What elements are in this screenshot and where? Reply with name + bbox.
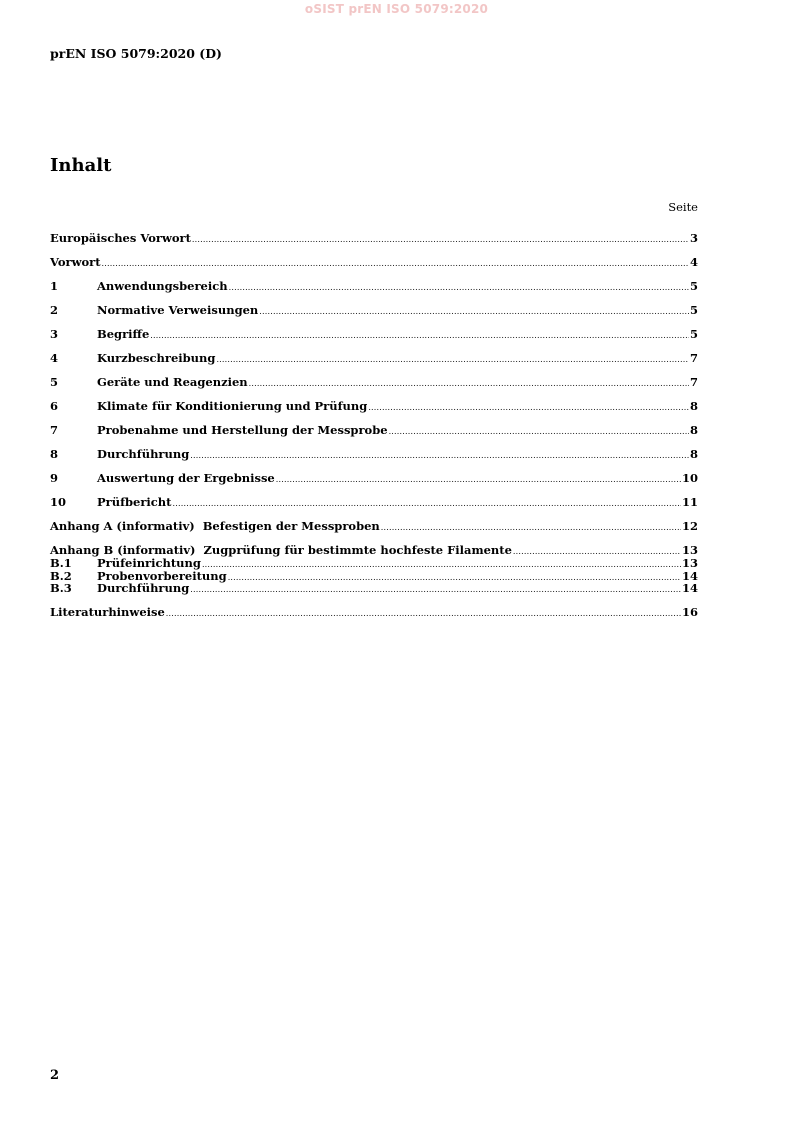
toc-entry-title: Prüfeinrichtung xyxy=(97,556,201,570)
toc-entry-page: 10 xyxy=(681,471,698,485)
toc-entry-title: Europäisches Vorwort xyxy=(50,231,191,245)
toc-entry-annex-b-3[interactable] xyxy=(50,582,698,595)
dot-leader xyxy=(202,559,681,572)
toc-entry-title: Vorwort xyxy=(50,255,101,269)
dot-leader xyxy=(381,521,681,535)
toc-entry-page: 3 xyxy=(689,231,698,245)
toc-entry-number: B.3 xyxy=(50,581,72,595)
toc-entry-section-9[interactable] xyxy=(50,471,698,485)
toc-entry-number: 8 xyxy=(50,447,59,461)
dot-leader xyxy=(368,401,689,415)
dot-leader xyxy=(166,607,681,621)
dot-leader xyxy=(172,497,681,511)
toc-entry-page: 12 xyxy=(681,519,698,533)
toc-entry-section-8[interactable] xyxy=(50,447,698,461)
toc-entry-european-foreword[interactable] xyxy=(50,231,698,245)
toc-entry-bibliography[interactable] xyxy=(50,605,698,619)
toc-entry-section-2[interactable] xyxy=(50,303,698,317)
dot-leader xyxy=(190,449,689,463)
toc-entry-page: 4 xyxy=(689,255,698,269)
toc-entry-page: 16 xyxy=(681,604,698,619)
toc-entry-number: 1 xyxy=(50,279,59,293)
toc-entry-number: 2 xyxy=(50,303,59,317)
toc-entry-page: 14 xyxy=(681,568,698,583)
toc-entry-title: Geräte und Reagenzien xyxy=(97,375,248,389)
toc-entry-number: 6 xyxy=(50,399,59,413)
dot-leader xyxy=(216,353,689,367)
toc-entry-foreword[interactable] xyxy=(50,255,698,269)
toc-entry-title: Kurzbeschreibung xyxy=(97,351,216,365)
page-column-label: Seite xyxy=(668,200,698,214)
toc-entry-section-4[interactable] xyxy=(50,351,698,365)
toc-entry-section-3[interactable] xyxy=(50,327,698,341)
document-id-header: prEN ISO 5079:2020 (D) xyxy=(50,46,222,61)
toc-entry-number: B.2 xyxy=(50,568,72,583)
dot-leader xyxy=(389,425,689,439)
toc-entry-section-5[interactable] xyxy=(50,375,698,389)
watermark: oSIST prEN ISO 5079:2020 xyxy=(304,2,489,16)
toc-entry-title: Normative Verweisungen xyxy=(97,303,259,317)
toc-entry-page: 8 xyxy=(689,447,698,461)
toc-entry-page: 14 xyxy=(681,581,698,595)
toc-entry-page: 13 xyxy=(681,543,698,557)
toc-entry-page: 13 xyxy=(681,556,698,570)
toc-entry-section-1[interactable] xyxy=(50,279,698,293)
toc-entry-annex-a[interactable] xyxy=(50,519,698,533)
toc-entry-number: 5 xyxy=(50,375,59,389)
toc-entry-title: Durchführung xyxy=(97,447,190,461)
toc-entry-number: 9 xyxy=(50,471,59,485)
dot-leader xyxy=(192,233,689,247)
dot-leader xyxy=(228,572,681,585)
toc-heading: Inhalt xyxy=(50,155,112,176)
toc-entry-number: 4 xyxy=(50,351,59,365)
toc-entry-page: 5 xyxy=(689,303,698,317)
toc-entry-annex-b[interactable] xyxy=(50,543,698,557)
dot-leader xyxy=(259,305,689,319)
toc-entry-section-6[interactable] xyxy=(50,399,698,413)
dot-leader xyxy=(276,473,681,487)
toc-entry-title: Anhang A (informativ) Befestigen der Messproben xyxy=(50,519,380,533)
dot-leader xyxy=(150,329,689,343)
toc-entry-number: 10 xyxy=(50,495,67,509)
toc-entry-title: Begriffe xyxy=(97,327,150,341)
toc-entry-page: 8 xyxy=(689,423,698,437)
page-number: 2 xyxy=(50,1068,60,1083)
toc-entry-title: Probenahme und Herstellung der Messprobe xyxy=(97,423,388,437)
table-of-contents xyxy=(50,231,698,619)
toc-entry-page: 7 xyxy=(689,351,698,365)
dot-leader xyxy=(190,584,681,597)
toc-entry-title: Anwendungsbereich xyxy=(97,279,228,293)
toc-entry-number: 3 xyxy=(50,327,59,341)
toc-entry-page: 7 xyxy=(689,375,698,389)
toc-entry-title: Klimate für Konditionierung und Prüfung xyxy=(97,399,368,413)
toc-entry-page: 8 xyxy=(689,399,698,413)
toc-entry-number: B.1 xyxy=(50,556,72,570)
dot-leader xyxy=(249,377,689,391)
toc-entry-page: 5 xyxy=(689,327,698,341)
toc-entry-title: Literaturhinweise xyxy=(50,604,165,619)
toc-entry-title: Prüfbericht xyxy=(97,495,172,509)
toc-entry-section-10[interactable] xyxy=(50,495,698,509)
dot-leader xyxy=(102,257,689,271)
toc-entry-number: 7 xyxy=(50,423,59,437)
toc-entry-section-7[interactable] xyxy=(50,423,698,437)
toc-entry-title: Durchführung xyxy=(97,581,190,595)
toc-entry-page: 11 xyxy=(681,495,698,509)
toc-entry-title: Anhang B (informativ) Zugprüfung für bestimmte hochfeste Filamente xyxy=(50,543,512,557)
toc-entry-title: Auswertung der Ergebnisse xyxy=(97,471,275,485)
toc-entry-annex-b-1[interactable] xyxy=(50,557,698,570)
toc-entry-page: 5 xyxy=(689,279,698,293)
dot-leader xyxy=(229,281,689,295)
toc-entry-title: Probenvorbereitung xyxy=(97,568,227,583)
dot-leader xyxy=(513,545,681,559)
